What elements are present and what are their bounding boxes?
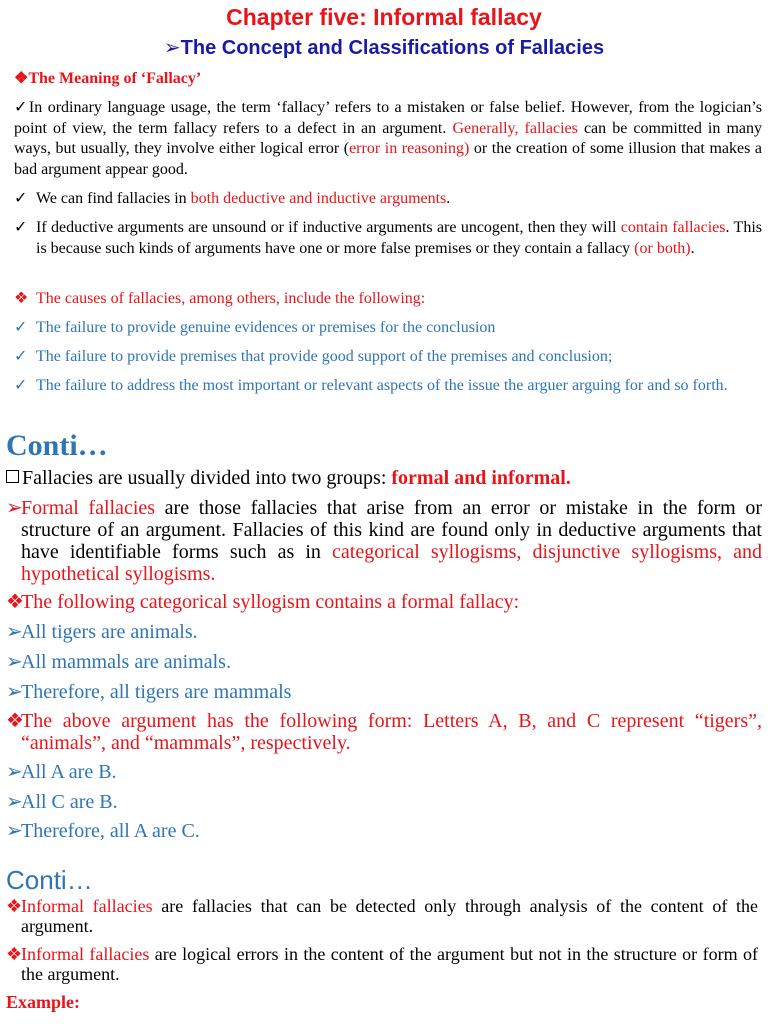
- meaning-heading-text: The Meaning of ‘Fallacy’: [28, 70, 202, 87]
- check-icon: ✓: [14, 219, 28, 236]
- check-icon: ✓: [14, 377, 28, 394]
- item-text-end: .: [446, 190, 451, 207]
- slide-heading: Conti…: [6, 429, 108, 462]
- diamond-bullet-icon: ❖: [6, 591, 24, 613]
- argument-line: [6, 621, 762, 643]
- diamond-bullet-icon: ❖: [14, 290, 29, 307]
- arrow-bullet-icon: ➢: [163, 37, 181, 59]
- arrow-bullet-icon: ➢: [6, 761, 23, 783]
- arrow-bullet-icon: ➢: [6, 791, 23, 813]
- cause-item: [14, 376, 762, 397]
- diamond-bullet-icon: ❖: [6, 896, 23, 916]
- arrow-bullet-icon: ➢: [6, 820, 23, 842]
- informal-text: are fallacies that can be detected only through analysis of the content of the argument.: [21, 896, 758, 936]
- form-line: [6, 761, 762, 783]
- check-icon: ✓: [14, 319, 28, 336]
- cause-text: The failure to provide genuine evidences or premises for the conclusion: [36, 319, 496, 336]
- definition-text: In ordinary language usage, the term ‘fallacy’ refers to a mistaken or false belief. However, from the logician’s point of view, the term fallacy refers to a defect in an argument.: [14, 99, 763, 137]
- list-item: [14, 218, 762, 259]
- item-highlight: both deductive and inductive arguments: [190, 190, 447, 207]
- definition-highlight-2: error in reasoning): [349, 140, 470, 157]
- form-line: [6, 791, 762, 813]
- diamond-bullet-icon: ❖: [6, 710, 24, 732]
- section-subtitle: [0, 35, 768, 61]
- formal-highlight: categorical syllogisms, disjunctive syllogisms, and hypothetical syllogisms.: [21, 541, 762, 585]
- item-text-2: . This is because such kinds of arguments have one or more false premises or they contain a fallacy: [36, 219, 763, 257]
- diamond-bullet-icon: ❖: [14, 70, 29, 87]
- argument-text: All tigers are animals.: [21, 621, 198, 643]
- argument-text: Therefore, all tigers are mammals: [21, 681, 292, 703]
- form-description: [6, 710, 762, 754]
- informal-term: Informal fallacies: [21, 896, 153, 916]
- arrow-bullet-icon: ➢: [6, 621, 23, 643]
- groups-highlight: formal and informal.: [391, 467, 571, 489]
- arrow-bullet-icon: ➢: [6, 497, 23, 519]
- argument-line: [6, 651, 762, 673]
- example-label: Example:: [6, 992, 80, 1012]
- list-item: [14, 189, 762, 210]
- check-icon: ✓: [14, 190, 28, 207]
- formal-definition: [6, 497, 762, 585]
- example-intro-text: The following categorical syllogism contains a formal fallacy:: [21, 591, 520, 613]
- item-text-end: .: [690, 239, 695, 257]
- subtitle-text: The Concept and Classifications of Fallacies: [180, 37, 605, 59]
- informal-definition: [6, 896, 758, 936]
- item-text: We can find fallacies in: [36, 190, 191, 207]
- check-icon: ✓: [14, 348, 28, 365]
- item-text: If deductive arguments are unsound or if inductive arguments are uncogent, then they will: [36, 219, 621, 236]
- formal-text: are those fallacies that arise from an error or mistake in the form or structure of an argument. Fallacies of this kind are found only in deductive arguments that have identifiable forms such as in: [21, 497, 762, 563]
- checkbox-bullet-icon: [6, 470, 19, 483]
- argument-text: All mammals are animals.: [21, 651, 231, 673]
- item-highlight-2: (or both): [634, 239, 691, 257]
- form-text: Therefore, all A are C.: [21, 820, 200, 842]
- groups-line: [6, 467, 762, 489]
- cause-text: The failure to provide premises that provide good support of the premises and conclusion;: [36, 348, 613, 365]
- groups-text: Fallacies are usually divided into two groups:: [22, 467, 392, 489]
- definition-highlight-1: Generally, fallacies: [446, 119, 578, 137]
- informal-text: are logical errors in the content of the argument but not in the structure or form of the argument.: [21, 944, 758, 984]
- arrow-bullet-icon: ➢: [6, 681, 23, 703]
- definition-text-3: or the creation of some illusion that makes a bad argument appear good.: [14, 140, 763, 178]
- item-highlight: contain fallacies: [620, 219, 726, 236]
- meaning-heading: [14, 68, 201, 90]
- diamond-bullet-icon: ❖: [6, 944, 23, 964]
- cause-item: [14, 347, 762, 368]
- slide-heading: Conti…: [6, 865, 93, 895]
- informal-definition: [6, 944, 758, 984]
- formal-term: Formal fallacies: [21, 497, 156, 519]
- chapter-title: Chapter five: Informal fallacy: [226, 4, 542, 30]
- cause-item: [14, 318, 762, 339]
- causes-text: The causes of fallacies, among others, include the following:: [36, 290, 426, 307]
- argument-line: [6, 681, 762, 703]
- causes-heading: [14, 289, 762, 310]
- definition-paragraph: [14, 98, 762, 180]
- example-intro: [6, 591, 762, 613]
- form-text: All A are B.: [21, 761, 117, 783]
- informal-term: Informal fallacies: [21, 944, 150, 964]
- cause-text: The failure to address the most important or relevant aspects of the issue the arguer arguing for and so forth.: [36, 377, 728, 394]
- form-text: All C are B.: [21, 791, 118, 813]
- arrow-bullet-icon: ➢: [6, 651, 23, 673]
- form-line: [6, 820, 762, 842]
- definition-text-2: can be committed in many ways, but usually, they involve either logical error (: [14, 119, 762, 157]
- check-icon: ✓: [14, 99, 29, 116]
- form-description-text: The above argument has the following form: Letters A, B, and C represent “tigers”, “animals”, and “mammals”, respectively.: [21, 710, 762, 754]
